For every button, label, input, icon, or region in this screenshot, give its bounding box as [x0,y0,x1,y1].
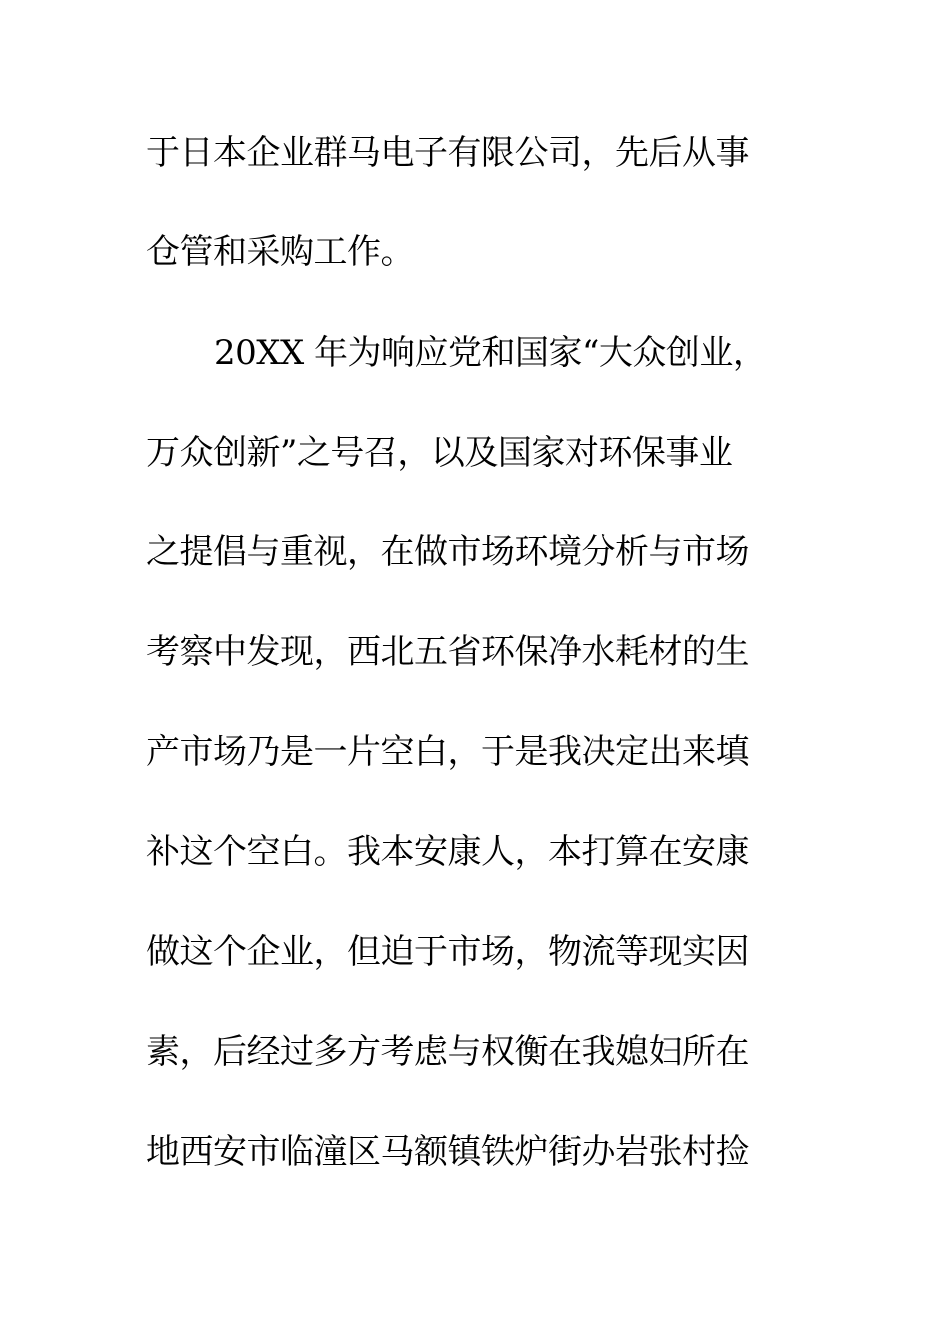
text-line: 产市场乃是一片空白，于是我决定出来填 [146,732,749,772]
text-line: 之提倡与重视，在做市场环境分析与市场 [146,532,749,572]
text-line: 考察中发现，西北五省环保净水耗材的生 [146,632,749,672]
paragraph-first-line: 20XX 年为响应党和国家“大众创业， [214,333,767,373]
text-line: 于日本企业群马电子有限公司，先后从事 [146,133,749,173]
text-line: 做这个企业，但迫于市场，物流等现实因 [146,932,749,972]
text-line: 补这个空白。我本安康人，本打算在安康 [146,832,749,872]
text-line: 万众创新”之号召，以及国家对环保事业 [146,433,733,473]
text-line: 地西安市临潼区马额镇铁炉街办岩张村捡 [146,1132,749,1172]
text-line: 仓管和采购工作。 [146,232,414,272]
text-line: 素，后经过多方考虑与权衡在我媳妇所在 [146,1032,749,1072]
